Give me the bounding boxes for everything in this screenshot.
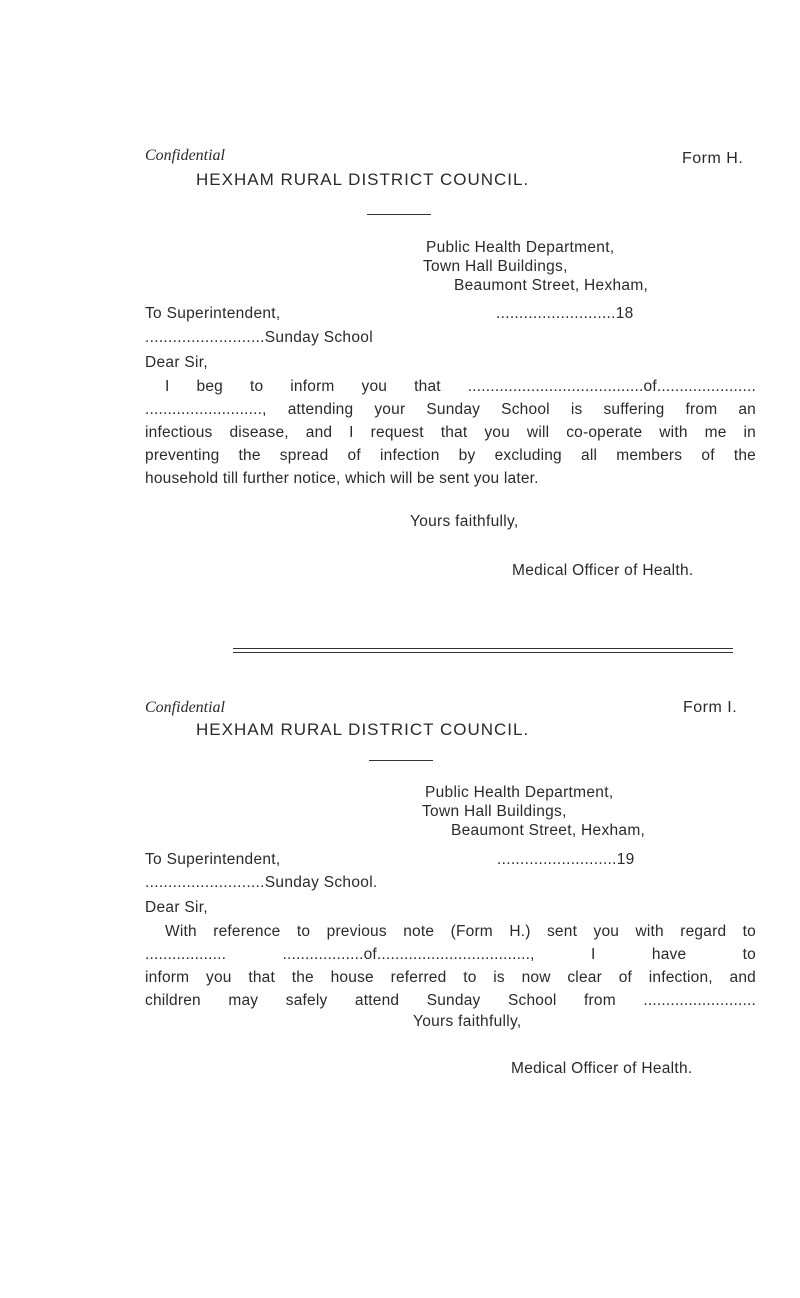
- body-line: preventing the spread of infection by excluding all members of the: [145, 447, 756, 464]
- recipient-line: To Superintendent,: [145, 851, 281, 868]
- date-line: ..........................18: [496, 305, 634, 322]
- closing: Yours faithfully,: [413, 1013, 522, 1030]
- form-label: Form H.: [682, 150, 744, 167]
- confidential-label: Confidential: [145, 699, 225, 716]
- salutation: Dear Sir,: [145, 899, 208, 916]
- body-line: With reference to previous note (Form H.) sent you with regard to: [165, 923, 756, 940]
- confidential-label: Confidential: [145, 147, 225, 164]
- address-line: Beaumont Street, Hexham,: [451, 822, 646, 839]
- address-line: Beaumont Street, Hexham,: [454, 277, 649, 294]
- school-line: ..........................Sunday School.: [145, 874, 378, 891]
- signature: Medical Officer of Health.: [512, 562, 694, 579]
- salutation: Dear Sir,: [145, 354, 208, 371]
- form-separator: [233, 652, 733, 653]
- body-line: I beg to inform you that .......................................of......................: [165, 378, 756, 395]
- letter-body: [145, 375, 756, 490]
- form-label: Form I.: [683, 699, 738, 716]
- title-divider: [369, 760, 433, 761]
- body-line: infectious disease, and I request that you will co-operate with me in: [145, 424, 756, 441]
- school-line: ..........................Sunday School: [145, 329, 373, 346]
- address-line: Public Health Department,: [426, 239, 615, 256]
- body-line: children may safely attend Sunday School from .........................: [145, 992, 756, 1009]
- council-title: HEXHAM RURAL DISTRICT COUNCIL.: [196, 170, 530, 189]
- council-title: HEXHAM RURAL DISTRICT COUNCIL.: [196, 720, 530, 739]
- body-line: household till further notice, which will be sent you later.: [145, 470, 539, 487]
- signature: Medical Officer of Health.: [511, 1060, 693, 1077]
- department-address: [422, 783, 646, 840]
- closing: Yours faithfully,: [410, 513, 519, 530]
- form-separator: [233, 648, 733, 649]
- recipient-line: To Superintendent,: [145, 305, 281, 322]
- body-line: inform you that the house referred to is now clear of infection, and: [145, 969, 756, 986]
- address-line: Town Hall Buildings,: [422, 803, 567, 820]
- body-line: .................. ..................of.................................., I have to: [145, 946, 756, 963]
- address-line: Town Hall Buildings,: [423, 258, 568, 275]
- title-divider: [367, 214, 431, 215]
- address-line: Public Health Department,: [425, 784, 614, 801]
- date-line: ..........................19: [497, 851, 635, 868]
- department-address: [423, 238, 649, 295]
- letter-body: [145, 920, 756, 1012]
- body-line: .........................., attending your Sunday School is suffering from an: [145, 401, 756, 418]
